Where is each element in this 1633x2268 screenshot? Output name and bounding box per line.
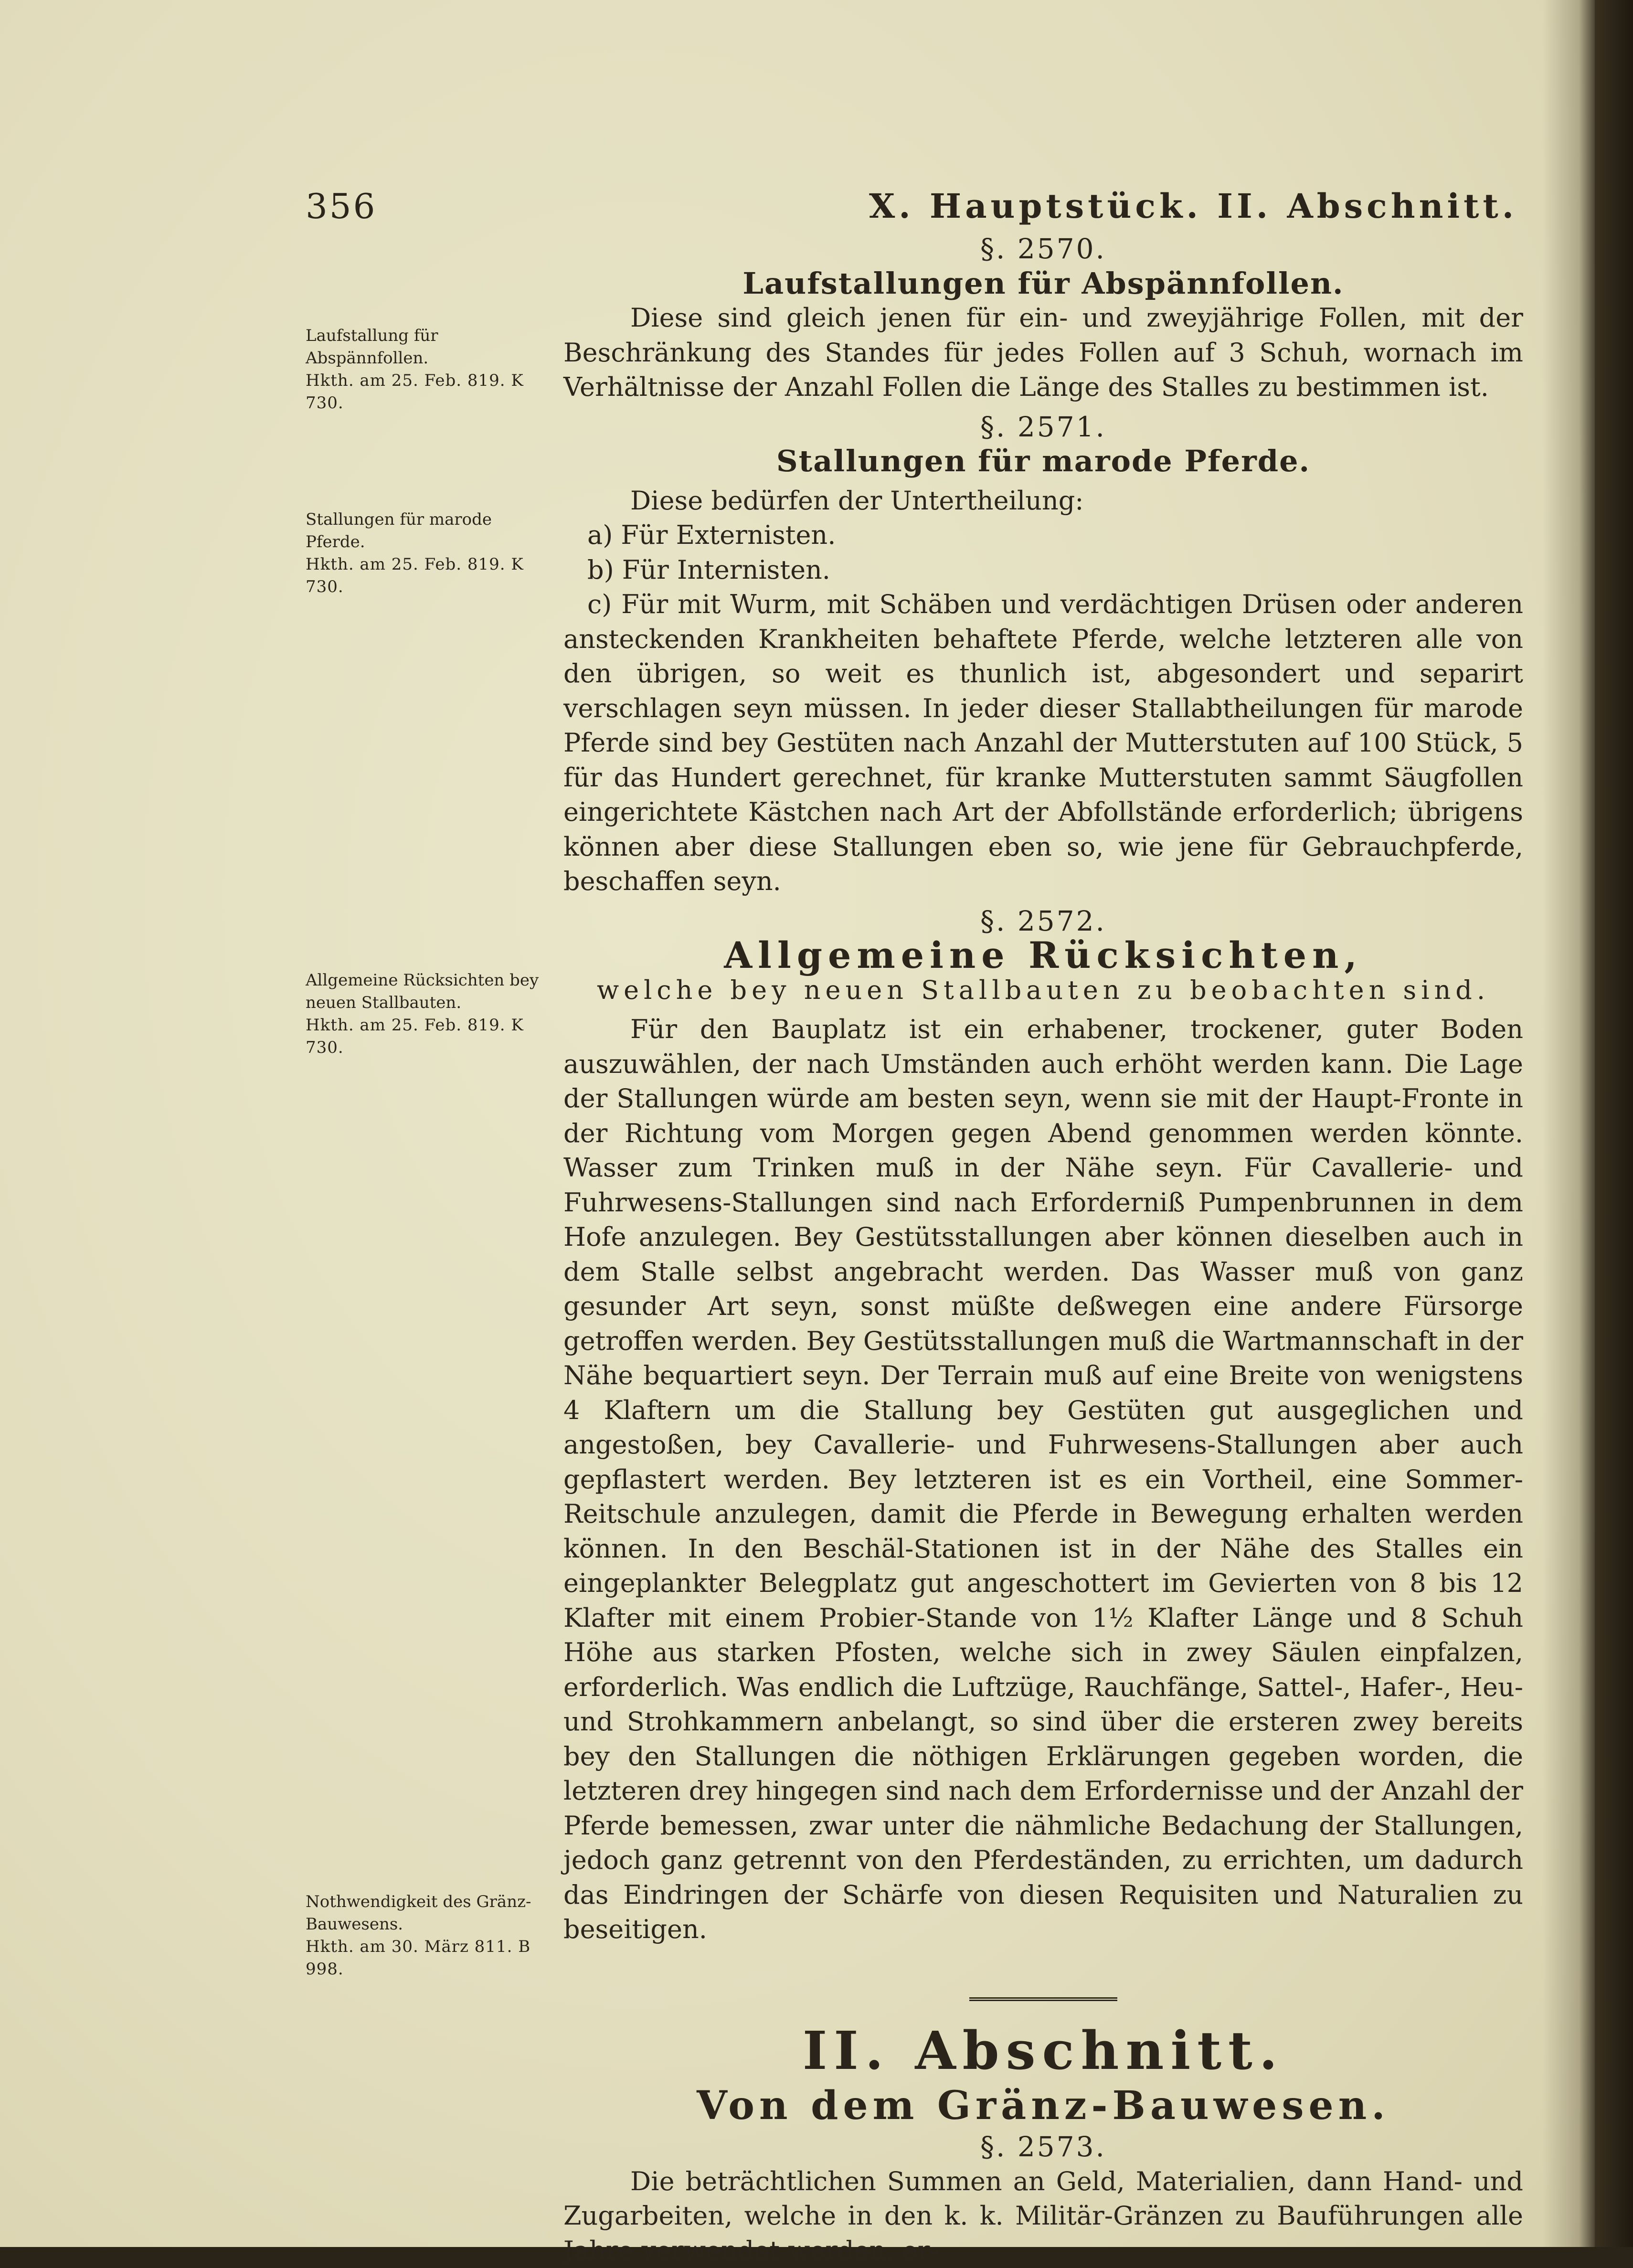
margin-note-text: Laufstallung für Abspännfollen. bbox=[306, 325, 554, 370]
margin-note-graenz bbox=[306, 1891, 554, 1981]
section-title-2570: Laufstallungen für Abspännfollen. bbox=[563, 266, 1523, 301]
book-edge bbox=[1595, 0, 1633, 2247]
list-item: c) Für mit Wurm, mit Schäben und verdächtigen Drüsen oder anderen ansteckenden Krankheiten behaftete Pferde, welche letzteren alle von den übrigen, so weit es thunlich ist, abgesondert und separirt verschlagen seyn müssen. In jeder dieser Stallabtheilungen für marode Pferde sind bey Gestüten nach Anzahl der Mutterstuten auf 100 Stück, 5 für das Hundert gerechnet, für kranke Mutterstuten sammt Säugfollen eingerichtete Kästchen nach Art der Abfollstände erforderlich; übrigens können aber diese Stallungen eben so, wie jene für Gebrauchpferde, beschaffen seyn. bbox=[563, 587, 1523, 899]
paragraph: Diese sind gleich jenen für ein- und zweyjährige Follen, mit der Beschränkung des Standes für jedes Follen auf 3 Schuh, wornach im Verhältnisse der Anzahl Follen die Länge des Stalles zu bestimmen ist. bbox=[563, 301, 1523, 405]
paragraph: Für den Bauplatz ist ein erhabener, trockener, guter Boden auszuwählen, der nach Umständen auch erhöht werden kann. Die Lage der Stallungen würde am besten seyn, wenn sie mit der Haupt-Fronte in der Richtung vom Morgen gegen Abend genommen werden könnte. Wasser zum Trinken muß in der Nähe seyn. Für Cavallerie- und Fuhrwesens-Stallungen sind nach Erforderniß Pumpenbrunnen in dem Hofe anzulegen. Bey Gestütsstallungen aber können dieselben auch in dem Stalle selbst angebracht werden. Das Wasser muß von ganz gesunder Art seyn, sonst müßte deßwegen eine andere Fürsorge getroffen werden. Bey Gestütsstallungen muß die Wartmannschaft in der Nähe bequartiert seyn. Der Terrain muß auf eine Breite von wenigstens 4 Klaftern um die Stallung bey Gestüten gut ausgeglichen und angestoßen, bey Cavallerie- und Fuhrwesens-Stallungen aber auch gepflastert werden. Bey letzteren ist es ein Vortheil, eine Sommer-Reitschule anzulegen, damit die Pferde in Bewegung erhalten werden können. In den Beschäl-Stationen ist in der Nähe des Stalles ein eingeplankter Belegplatz gut angeschottert im Gevierten von 8 bis 12 Klafter mit einem Probier-Stande von 1½ Klafter Länge und 8 Schuh Höhe aus starken Pfosten, welche sich in zwey Säulen einpfalzen, erforderlich. Was endlich die Luftzüge, Rauchfänge, Sattel-, Hafer-, Heu- und Strohkammern anbelangt, so sind über die ersteren zwey bereits bey den Stallungen die nöthigen Erklärungen gegeben worden, die letzteren drey hingegen sind nach dem Erfordernisse und der Anzahl der Pferde bemessen, zwar unter die nähmliche Bedachung der Stallungen, jedoch ganz getrennt von den Pferdeständen, zu errichten, um dadurch das Eindringen der Schärfe von diesen Requisiten und Naturalien zu beseitigen. bbox=[563, 1012, 1523, 1947]
margin-note-marode bbox=[306, 509, 554, 598]
section-title-2571: Stallungen für marode Pferde. bbox=[563, 444, 1523, 479]
page-header bbox=[306, 177, 1528, 229]
list-item: a) Für Externisten. bbox=[563, 518, 1523, 553]
section-number-2572: §. 2572. bbox=[563, 904, 1523, 939]
margin-note-ruecksichten bbox=[306, 969, 554, 1059]
margin-note-ref: Hkth. am 25. Feb. 819. K 730. bbox=[306, 553, 554, 598]
margin-note-ref: Hkth. am 25. Feb. 819. K 730. bbox=[306, 1014, 554, 1059]
margin-note-text: Nothwendigkeit des Gränz-Bauwesens. bbox=[306, 1891, 554, 1936]
margin-note-ref: Hkth. am 30. März 811. B 998. bbox=[306, 1936, 554, 1981]
section-number-2571: §. 2571. bbox=[563, 410, 1523, 445]
margin-note-laufstallung bbox=[306, 325, 554, 414]
list-item: b) Für Internisten. bbox=[563, 553, 1523, 588]
margin-note-ref: Hkth. am 25. Feb. 819. K 730. bbox=[306, 370, 554, 414]
abschnitt-heading: II. Abschnitt. bbox=[563, 2020, 1523, 2082]
paragraph-intro: Diese bedürfen der Untertheilung: bbox=[563, 484, 1523, 519]
section-subtitle-2572: welche bey neuen Stallbauten zu beobachten sind. bbox=[563, 973, 1523, 1008]
paragraph: Die beträchtlichen Summen an Geld, Materialien, dann Hand- und Zugarbeiten, welche in den k. k. Militär-Gränzen zu Bauführungen alle Jahre verwendet werden, er- bbox=[563, 2164, 1523, 2268]
section-number-2573: §. 2573. bbox=[563, 2130, 1523, 2164]
margin-note-text: Stallungen für marode Pferde. bbox=[306, 509, 554, 553]
margin-note-text: Allgemeine Rücksichten bey neuen Stallbauten. bbox=[306, 969, 554, 1014]
page-number: 356 bbox=[306, 186, 377, 226]
section-title-2572: Allgemeine Rücksichten, bbox=[563, 938, 1523, 973]
running-title: X. Hauptstück. II. Abschnitt. bbox=[869, 186, 1517, 226]
abschnitt-subheading: Von dem Gränz-Bauwesen. bbox=[563, 2082, 1523, 2130]
section-number-2570: §. 2570. bbox=[563, 232, 1523, 266]
ornament-divider bbox=[563, 1976, 1523, 2011]
main-text bbox=[563, 232, 1523, 2268]
gutter-shadow bbox=[1542, 0, 1595, 2247]
